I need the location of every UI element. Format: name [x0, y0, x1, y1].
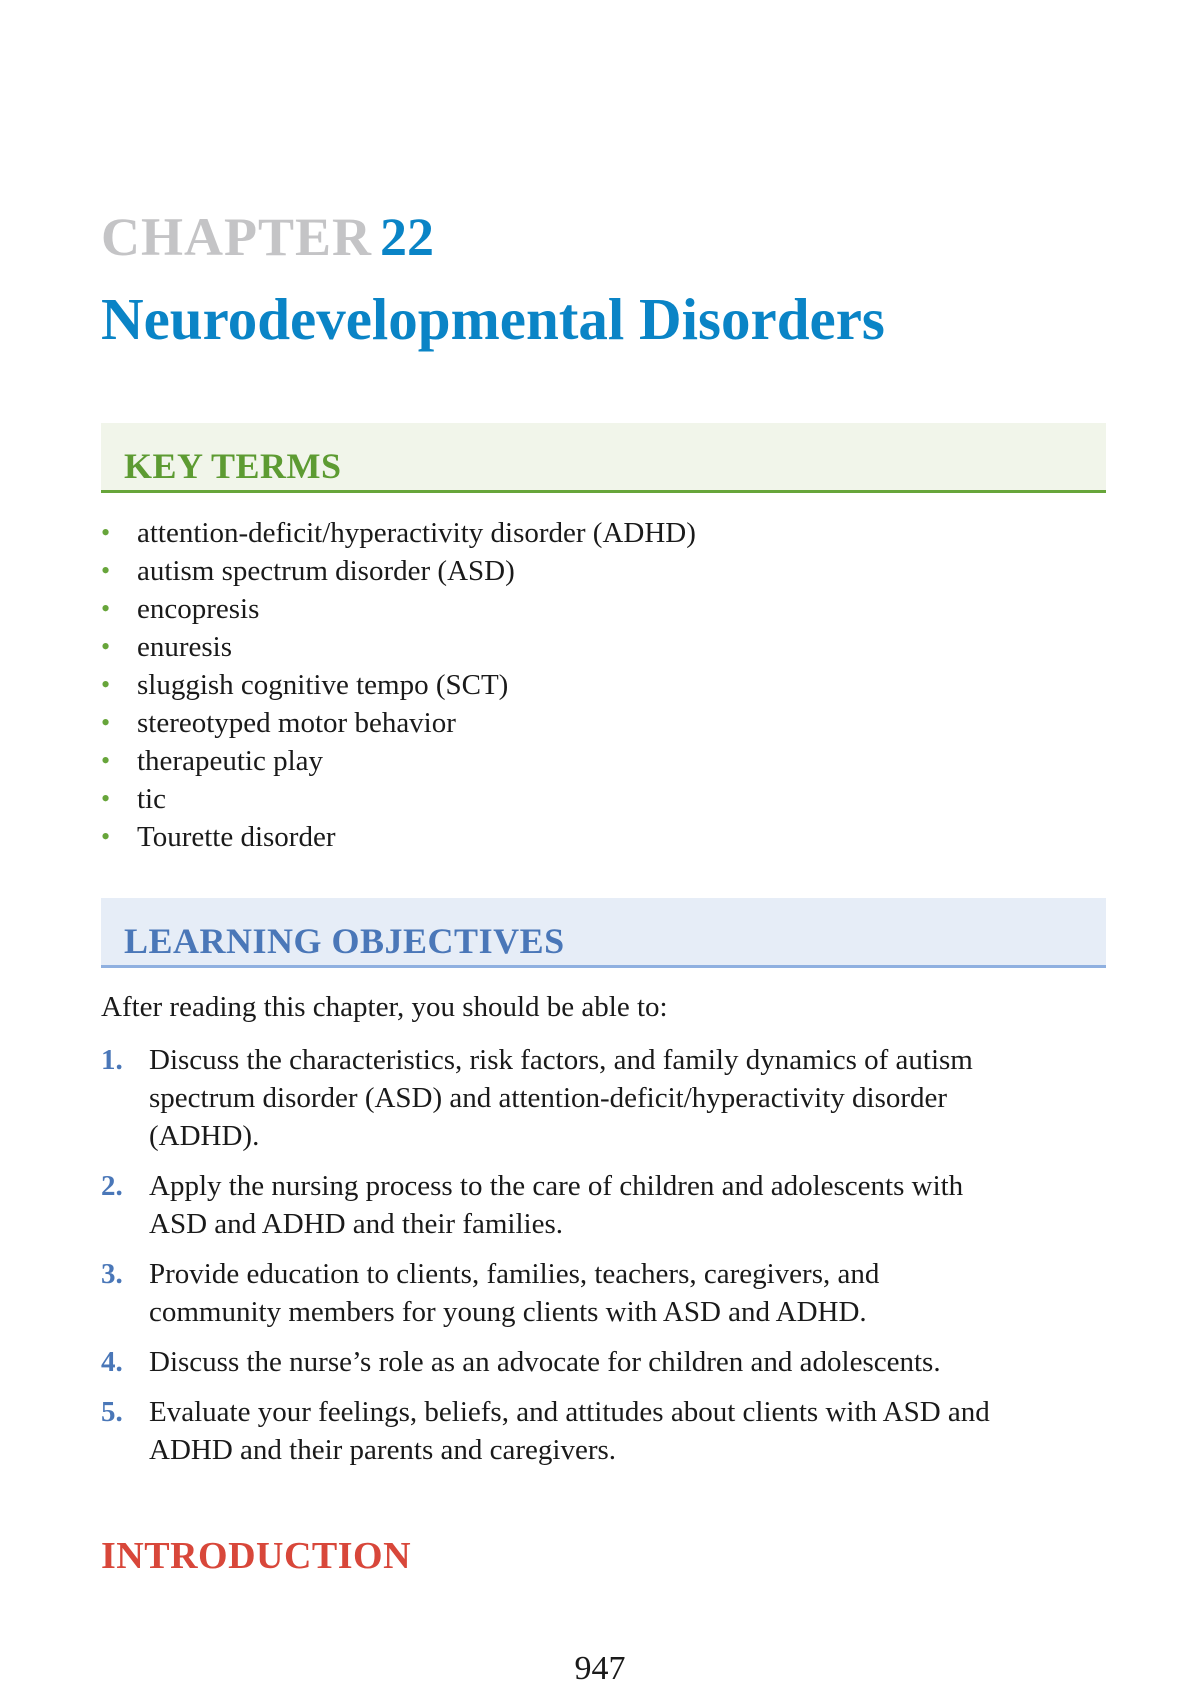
- bullet-icon: •: [101, 822, 111, 851]
- chapter-number: 22: [380, 207, 435, 267]
- key-term-text: enuresis: [137, 631, 233, 663]
- bullet-icon: •: [101, 784, 111, 813]
- key-term-text: tic: [137, 783, 166, 815]
- objective-item: [101, 1343, 1106, 1381]
- objective-text-line: community members for young clients with ASD and ADHD.: [149, 1296, 867, 1328]
- key-term-item: [101, 742, 696, 780]
- key-term-text: autism spectrum disorder (ASD): [137, 555, 515, 587]
- key-term-item: [101, 704, 696, 742]
- key-term-text: encopresis: [137, 593, 260, 625]
- key-terms-header: [101, 423, 1106, 493]
- objective-text-line: Provide education to clients, families, teachers, caregivers, and: [149, 1258, 880, 1290]
- objectives-intro: After reading this chapter, you should be able to:: [101, 991, 668, 1023]
- objective-text-line: Discuss the characteristics, risk factors, and family dynamics of autism: [149, 1044, 973, 1076]
- key-term-text: sluggish cognitive tempo (SCT): [137, 669, 509, 701]
- objective-item: [101, 1041, 1106, 1155]
- introduction-heading: INTRODUCTION: [101, 1535, 412, 1577]
- key-term-text: stereotyped motor behavior: [137, 707, 456, 739]
- objective-text-line: Apply the nursing process to the care of children and adolescents with: [149, 1170, 964, 1202]
- objective-item: [101, 1255, 1106, 1331]
- objective-text-line: ADHD and their parents and caregivers.: [149, 1434, 617, 1466]
- key-term-text: attention-deficit/hyperactivity disorder (ADHD): [137, 517, 696, 549]
- key-terms-list: [101, 514, 696, 856]
- key-term-item: [101, 514, 696, 552]
- objective-number: 5.: [101, 1396, 123, 1428]
- key-term-item: [101, 666, 696, 704]
- objective-number: 2.: [101, 1170, 123, 1202]
- bullet-icon: •: [101, 746, 111, 775]
- bullet-icon: •: [101, 594, 111, 623]
- learning-objectives-heading: LEARNING OBJECTIVES: [124, 921, 565, 961]
- key-term-text: Tourette disorder: [137, 821, 336, 853]
- key-terms-heading: KEY TERMS: [124, 446, 342, 486]
- objective-number: 4.: [101, 1346, 123, 1378]
- bullet-icon: •: [101, 632, 111, 661]
- key-term-item: [101, 628, 696, 666]
- objective-number: 1.: [101, 1044, 123, 1076]
- objective-item: [101, 1167, 1106, 1243]
- objective-text-line: Discuss the nurse’s role as an advocate for children and adolescents.: [149, 1346, 941, 1378]
- chapter-word: CHAPTER: [101, 207, 373, 267]
- objective-text-line: ASD and ADHD and their families.: [149, 1208, 563, 1240]
- page-number: 947: [574, 1650, 626, 1687]
- objective-text-line: (ADHD).: [149, 1120, 260, 1152]
- objective-item: [101, 1393, 1106, 1469]
- key-term-item: [101, 590, 696, 628]
- key-term-item: [101, 552, 696, 590]
- bullet-icon: •: [101, 518, 111, 547]
- bullet-icon: •: [101, 670, 111, 699]
- chapter-label: [101, 207, 435, 267]
- chapter-title: Neurodevelopmental Disorders: [101, 286, 885, 352]
- objective-text-line: spectrum disorder (ASD) and attention-deficit/hyperactivity disorder: [149, 1082, 948, 1114]
- key-term-item: [101, 818, 696, 856]
- key-term-text: therapeutic play: [137, 745, 323, 777]
- bullet-icon: •: [101, 708, 111, 737]
- learning-objectives-list: [101, 1041, 1106, 1481]
- bullet-icon: •: [101, 556, 111, 585]
- key-term-item: [101, 780, 696, 818]
- objective-number: 3.: [101, 1258, 123, 1290]
- objective-text-line: Evaluate your feelings, beliefs, and attitudes about clients with ASD and: [149, 1396, 990, 1428]
- learning-objectives-header: [101, 898, 1106, 968]
